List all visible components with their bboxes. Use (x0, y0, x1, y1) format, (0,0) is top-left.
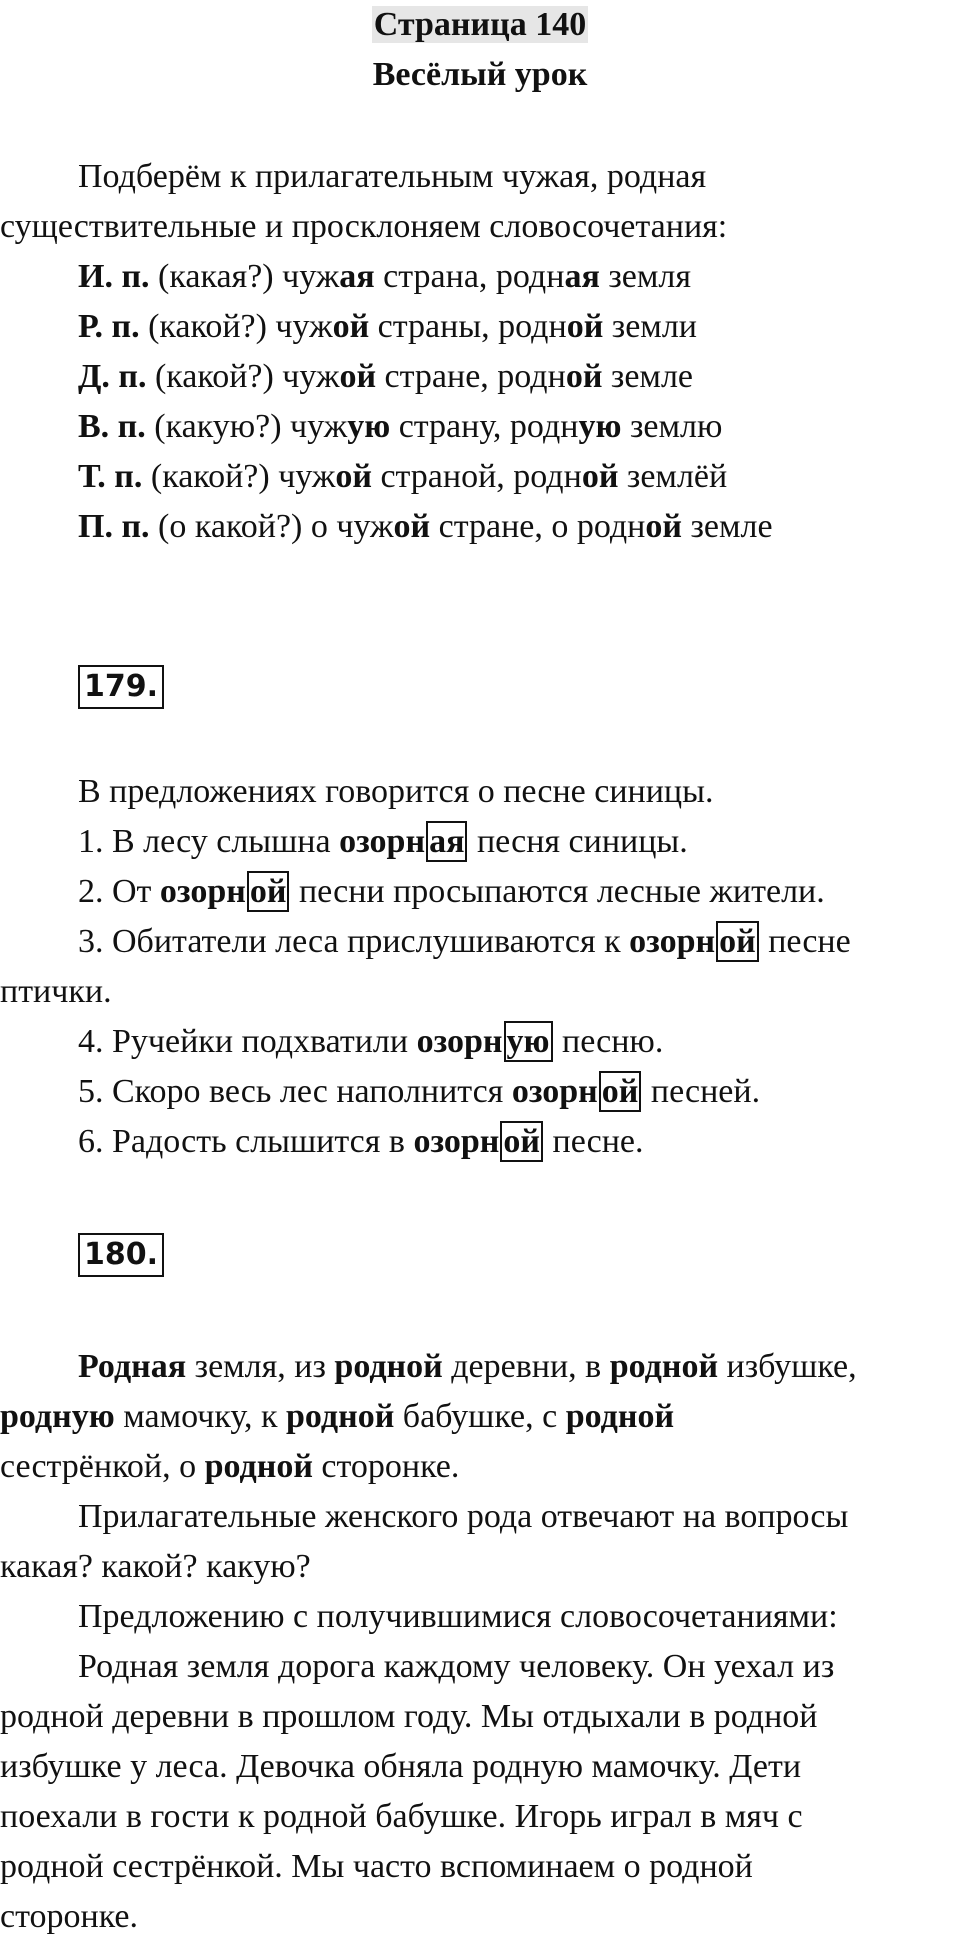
ex179-sentence-3-wrap: птички. (0, 973, 112, 1010)
case-row-instrumental: Т. п. (какой?) чужой страной, родной землёй (78, 458, 728, 495)
ex180-para2-line2: какая? какой? какую? (0, 1548, 311, 1585)
ex180-para1-line1: Родная земля, из родной деревни, в родной избушке, (78, 1348, 857, 1385)
ex179-sentence-2: 2. От озорн ой песни просыпаются лесные жители. (78, 873, 825, 910)
ending-box: ую (504, 1021, 553, 1062)
case-row-prepositional: П. п. (о какой?) о чужой стране, о родной земле (78, 508, 773, 545)
ex180-para3: Предложению с получившимися словосочетаниями: (78, 1598, 838, 1635)
ending-box: ой (247, 871, 290, 912)
intro-line-2: существительные и просклоняем словосочетания: (0, 208, 728, 245)
ending-box: ая (426, 821, 467, 862)
ending-box: ой (599, 1071, 642, 1112)
ex179-sentence-6: 6. Радость слышится в озорн ой песне. (78, 1123, 644, 1160)
ex180-para4-line6: сторонке. (0, 1898, 138, 1935)
ex180-para1-line2: родную мамочку, к родной бабушке, с родной (0, 1398, 675, 1435)
page-title: Страница 140 (373, 6, 587, 43)
case-row-nominative: И. п. (какая?) чужая страна, родная земля (78, 258, 691, 295)
exercise-180-number: 180. (78, 1233, 164, 1277)
ex180-para4-line2: родной деревни в прошлом году. Мы отдыхали в родной (0, 1698, 818, 1735)
ex180-para4-line5: родной сестрёнкой. Мы часто вспоминаем о родной (0, 1848, 753, 1885)
case-row-accusative: В. п. (какую?) чужую страну, родную землю (78, 408, 723, 445)
lesson-title: Весёлый урок (372, 56, 588, 93)
ex180-para4-line1: Родная земля дорога каждому человеку. Он уехал из (78, 1648, 835, 1685)
exercise-179-number: 179. (78, 665, 164, 709)
ex180-para4-line3: избушке у леса. Девочка обняла родную мамочку. Дети (0, 1748, 802, 1785)
intro-line-1: Подберём к прилагательным чужая, родная (78, 158, 707, 195)
ex179-sentence-1: 1. В лесу слышна озорн ая песня синицы. (78, 823, 688, 860)
ending-box: ой (500, 1121, 543, 1162)
ex180-para1-line3: сестрёнкой, о родной сторонке. (0, 1448, 460, 1485)
ending-box: ой (716, 921, 759, 962)
ex179-sentence-3: 3. Обитатели леса прислушиваются к озорн ой песне (78, 923, 851, 960)
ex179-intro: В предложениях говорится о песне синицы. (78, 773, 714, 810)
case-row-genitive: Р. п. (какой?) чужой страны, родной земли (78, 308, 697, 345)
ex179-sentence-5: 5. Скоро весь лес наполнится озорн ой песней. (78, 1073, 761, 1110)
ex179-sentence-4: 4. Ручейки подхватили озорн ую песню. (78, 1023, 664, 1060)
ex180-para2-line1: Прилагательные женского рода отвечают на вопросы (78, 1498, 849, 1535)
ex180-para4-line4: поехали в гости к родной бабушке. Игорь играл в мяч с (0, 1798, 803, 1835)
case-row-dative: Д. п. (какой?) чужой стране, родной земле (78, 358, 694, 395)
